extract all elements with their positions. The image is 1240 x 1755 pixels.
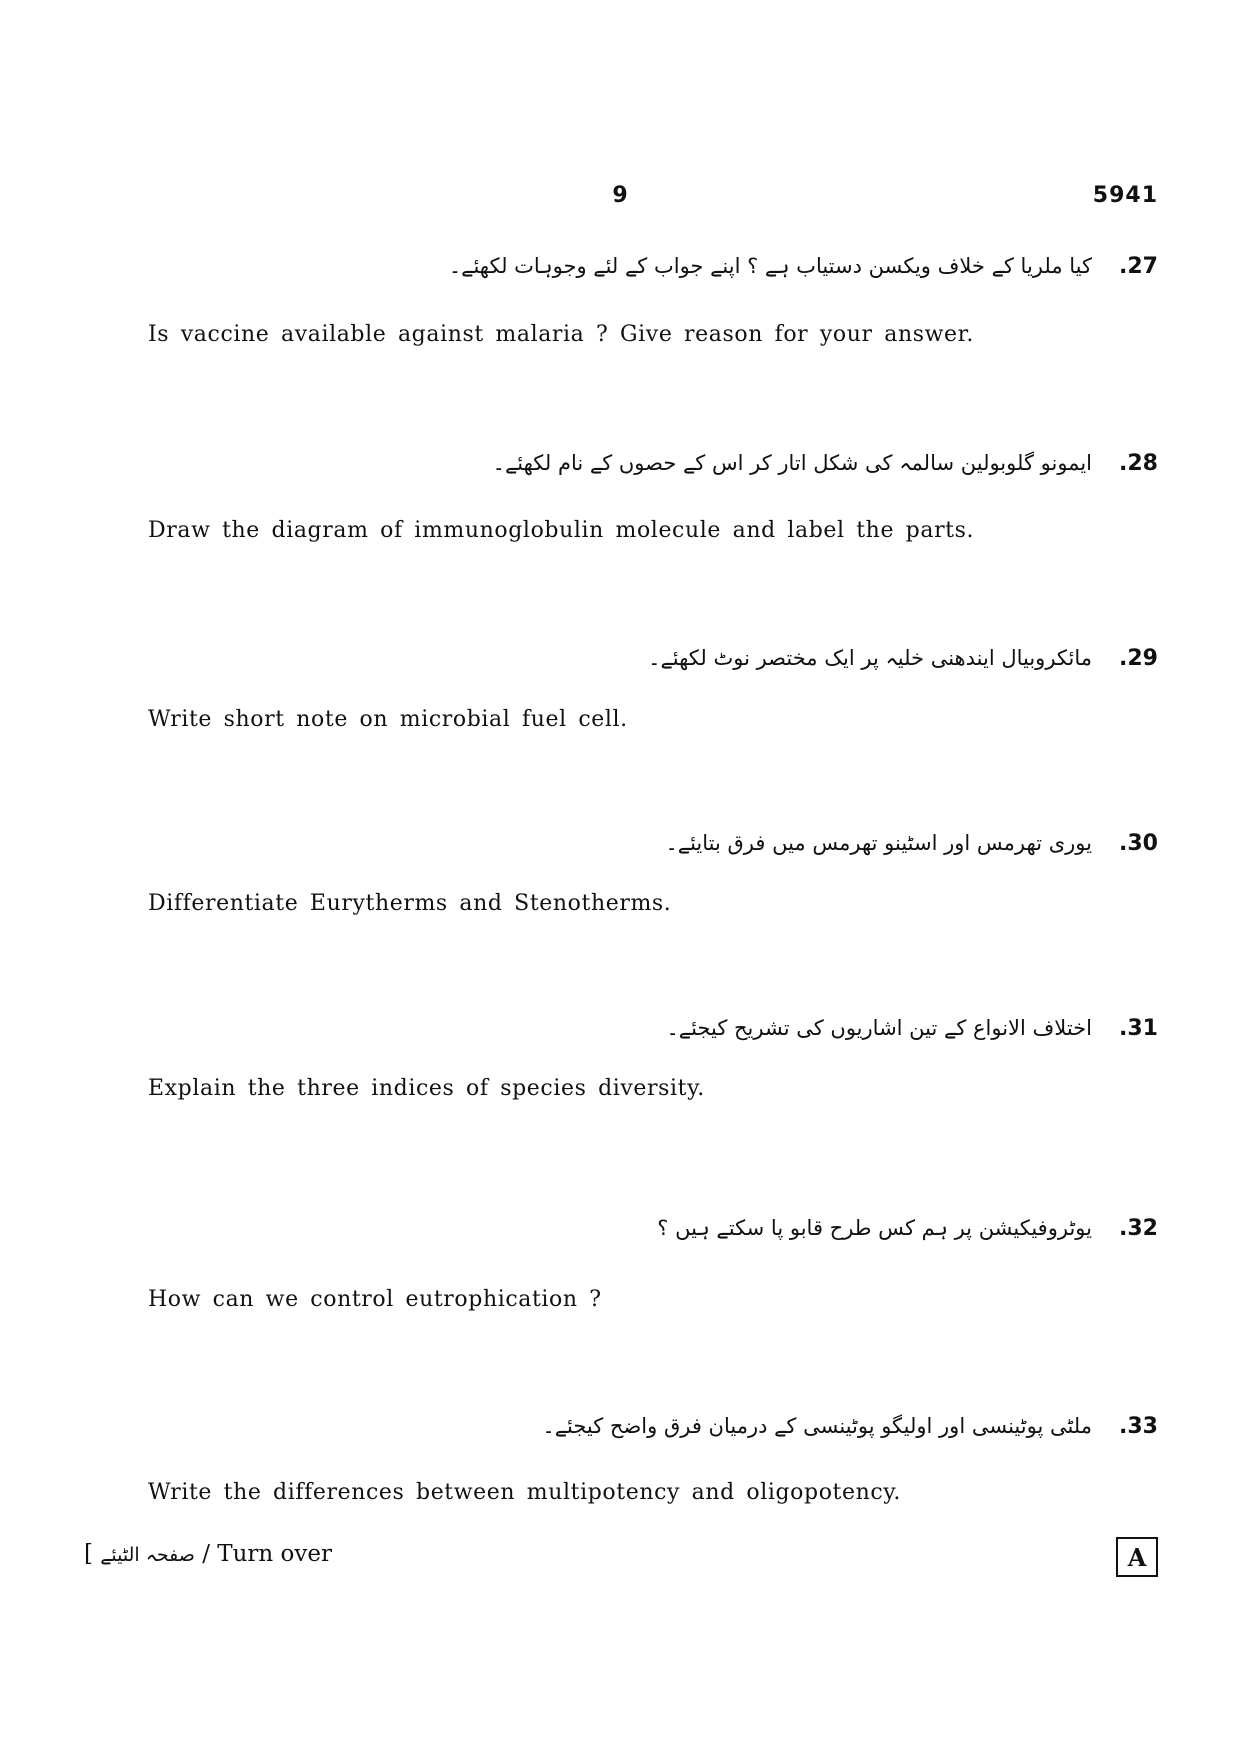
question-number-28: .28: [1119, 451, 1158, 476]
question-number-32: .32: [1119, 1216, 1158, 1241]
question-number-27: .27: [1119, 254, 1158, 279]
question-31-english: Explain the three indices of species diversity.: [148, 1076, 705, 1101]
question-32-english: How can we control eutrophication ?: [148, 1287, 602, 1312]
turn-over-urdu: صفحہ الٹیئے: [100, 1544, 195, 1566]
question-27-english: Is vaccine available against malaria ? Give reason for your answer.: [148, 322, 974, 347]
question-30-english: Differentiate Eurytherms and Stenotherms.: [148, 891, 672, 916]
paper-code: 5941: [1092, 183, 1158, 208]
turn-over-label: Turn over: [217, 1541, 332, 1567]
question-number-31: .31: [1119, 1016, 1158, 1041]
turn-over-note: [84, 1541, 332, 1567]
question-30-urdu: یوری تھرمس اور اسٹینو تھرمس میں فرق بتایئے۔: [665, 831, 1092, 855]
question-33-english: Write the differences between multipotency and oligopotency.: [148, 1480, 902, 1505]
question-33-urdu: ملٹی پوٹینسی اور اولیگو پوٹینسی کے درمیان فرق واضح کیجئے۔: [542, 1414, 1092, 1438]
question-31-urdu: اختلاف الانواع کے تین اشاریوں کی تشریح کیجئے۔: [666, 1016, 1092, 1040]
question-29-english: Write short note on microbial fuel cell.: [148, 707, 628, 732]
page-number: 9: [612, 183, 628, 208]
question-28-english: Draw the diagram of immunoglobulin molecule and label the parts.: [148, 518, 975, 543]
question-number-29: .29: [1119, 646, 1158, 671]
question-28-urdu: ایمونو گلوبولین سالمہ کی شکل اتار کر اس کے حصوں کے نام لکھئے۔: [492, 451, 1092, 475]
question-32-urdu: یوٹروفیکیشن پر ہم کس طرح قابو پا سکتے ہیں ؟: [657, 1216, 1092, 1240]
question-27-urdu: کیا ملریا کے خلاف ویکسن دستیاب ہے ؟ اپنے جواب کے لئے وجوہات لکھئے۔: [448, 254, 1092, 278]
footer-bracket: [: [84, 1541, 93, 1567]
question-29-urdu: مائکروبیال ایندھنی خلیہ پر ایک مختصر نوٹ لکھئے۔: [648, 646, 1092, 670]
booklet-code-box: A: [1116, 1537, 1158, 1577]
question-number-30: .30: [1119, 831, 1158, 856]
question-number-33: .33: [1119, 1414, 1158, 1439]
turn-over-separator: /: [194, 1541, 218, 1567]
